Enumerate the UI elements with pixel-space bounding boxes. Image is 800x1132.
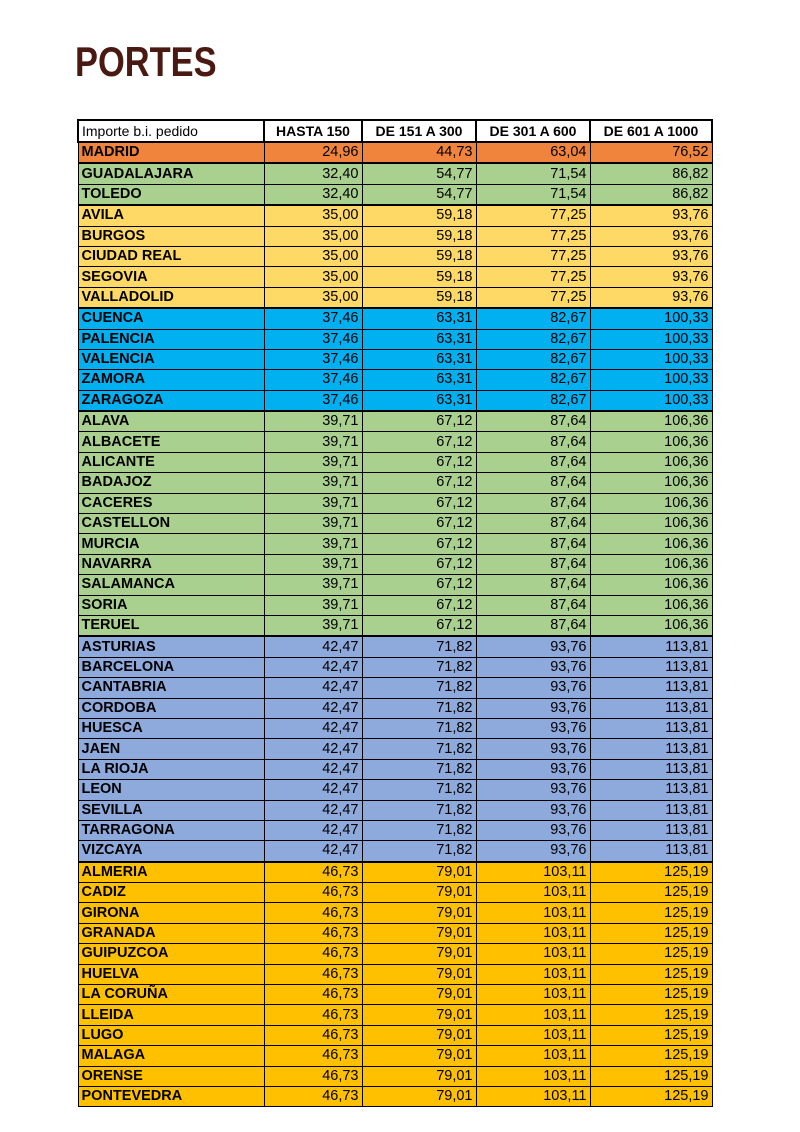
price-151-300: 63,31 xyxy=(362,308,476,329)
price-301-600: 93,76 xyxy=(476,820,590,840)
price-301-600: 87,64 xyxy=(476,514,590,534)
price-hasta-150: 39,71 xyxy=(264,432,362,452)
price-301-600: 71,54 xyxy=(476,163,590,184)
price-151-300: 67,12 xyxy=(362,575,476,595)
price-301-600: 82,67 xyxy=(476,370,590,390)
price-301-600: 103,11 xyxy=(476,944,590,964)
table-row xyxy=(78,800,712,820)
price-601-1000: 113,81 xyxy=(590,800,712,820)
price-301-600: 93,76 xyxy=(476,739,590,759)
price-301-600: 87,64 xyxy=(476,595,590,615)
price-601-1000: 93,76 xyxy=(590,287,712,308)
price-151-300: 79,01 xyxy=(362,903,476,923)
price-301-600: 82,67 xyxy=(476,308,590,329)
table-row xyxy=(78,267,712,287)
table-row xyxy=(78,780,712,800)
table-body xyxy=(78,142,712,1107)
price-hasta-150: 37,46 xyxy=(264,329,362,349)
price-301-600: 103,11 xyxy=(476,985,590,1005)
price-301-600: 87,64 xyxy=(476,615,590,636)
price-601-1000: 113,81 xyxy=(590,820,712,840)
table-row xyxy=(78,349,712,369)
province-name: MADRID xyxy=(78,142,264,163)
price-601-1000: 100,33 xyxy=(590,329,712,349)
province-name: VALENCIA xyxy=(78,349,264,369)
province-name: CANTABRIA xyxy=(78,678,264,698)
province-name: GIRONA xyxy=(78,903,264,923)
province-name: ORENSE xyxy=(78,1066,264,1086)
price-301-600: 77,25 xyxy=(476,267,590,287)
province-name: VIZCAYA xyxy=(78,841,264,862)
province-name: ALAVA xyxy=(78,411,264,432)
price-hasta-150: 46,73 xyxy=(264,964,362,984)
price-601-1000: 125,19 xyxy=(590,964,712,984)
province-name: GUADALAJARA xyxy=(78,163,264,184)
column-header-601-1000: DE 601 A 1000 xyxy=(590,120,712,142)
table-row xyxy=(78,841,712,862)
table-row xyxy=(78,205,712,226)
price-hasta-150: 35,00 xyxy=(264,287,362,308)
price-301-600: 103,11 xyxy=(476,903,590,923)
price-hasta-150: 46,73 xyxy=(264,1086,362,1106)
price-151-300: 54,77 xyxy=(362,184,476,205)
province-name: SORIA xyxy=(78,595,264,615)
price-151-300: 67,12 xyxy=(362,473,476,493)
price-hasta-150: 39,71 xyxy=(264,554,362,574)
price-301-600: 93,76 xyxy=(476,636,590,657)
price-601-1000: 93,76 xyxy=(590,246,712,266)
province-name: LA CORUÑA xyxy=(78,985,264,1005)
price-151-300: 79,01 xyxy=(362,883,476,903)
table-row xyxy=(78,390,712,411)
price-301-600: 87,64 xyxy=(476,432,590,452)
price-151-300: 79,01 xyxy=(362,985,476,1005)
price-hasta-150: 42,47 xyxy=(264,800,362,820)
table-row xyxy=(78,903,712,923)
price-hasta-150: 35,00 xyxy=(264,226,362,246)
price-hasta-150: 46,73 xyxy=(264,1046,362,1066)
price-151-300: 59,18 xyxy=(362,205,476,226)
price-151-300: 79,01 xyxy=(362,1005,476,1025)
province-name: LUGO xyxy=(78,1025,264,1045)
price-301-600: 82,67 xyxy=(476,329,590,349)
price-151-300: 79,01 xyxy=(362,964,476,984)
price-hasta-150: 46,73 xyxy=(264,903,362,923)
province-name: CACERES xyxy=(78,493,264,513)
table-row xyxy=(78,142,712,163)
province-name: ALMERIA xyxy=(78,862,264,883)
table-header-row xyxy=(78,120,712,142)
price-601-1000: 106,36 xyxy=(590,473,712,493)
price-301-600: 103,11 xyxy=(476,1086,590,1106)
price-151-300: 79,01 xyxy=(362,862,476,883)
province-name: JAEN xyxy=(78,739,264,759)
table-row xyxy=(78,308,712,329)
price-301-600: 77,25 xyxy=(476,205,590,226)
province-name: ZARAGOZA xyxy=(78,390,264,411)
province-name: TERUEL xyxy=(78,615,264,636)
column-header-301-600: DE 301 A 600 xyxy=(476,120,590,142)
price-301-600: 77,25 xyxy=(476,226,590,246)
table-row xyxy=(78,964,712,984)
province-name: ZAMORA xyxy=(78,370,264,390)
price-hasta-150: 39,71 xyxy=(264,575,362,595)
price-601-1000: 125,19 xyxy=(590,923,712,943)
price-601-1000: 93,76 xyxy=(590,226,712,246)
table-row xyxy=(78,923,712,943)
province-name: SEVILLA xyxy=(78,800,264,820)
price-301-600: 93,76 xyxy=(476,678,590,698)
price-601-1000: 113,81 xyxy=(590,698,712,718)
price-601-1000: 113,81 xyxy=(590,657,712,677)
province-name: HUESCA xyxy=(78,718,264,738)
price-301-600: 77,25 xyxy=(476,287,590,308)
price-301-600: 63,04 xyxy=(476,142,590,163)
table-row xyxy=(78,1066,712,1086)
price-301-600: 87,64 xyxy=(476,554,590,574)
price-601-1000: 106,36 xyxy=(590,411,712,432)
column-header-151-300: DE 151 A 300 xyxy=(362,120,476,142)
price-601-1000: 93,76 xyxy=(590,205,712,226)
province-name: BADAJOZ xyxy=(78,473,264,493)
price-hasta-150: 42,47 xyxy=(264,820,362,840)
price-hasta-150: 37,46 xyxy=(264,390,362,411)
price-hasta-150: 42,47 xyxy=(264,739,362,759)
province-name: TOLEDO xyxy=(78,184,264,205)
table-row xyxy=(78,493,712,513)
table-row xyxy=(78,226,712,246)
table-row xyxy=(78,883,712,903)
price-601-1000: 125,19 xyxy=(590,1005,712,1025)
price-hasta-150: 42,47 xyxy=(264,759,362,779)
price-151-300: 71,82 xyxy=(362,841,476,862)
price-hasta-150: 39,71 xyxy=(264,514,362,534)
table-row xyxy=(78,246,712,266)
table-row xyxy=(78,163,712,184)
price-301-600: 103,11 xyxy=(476,1066,590,1086)
price-601-1000: 106,36 xyxy=(590,432,712,452)
table-row xyxy=(78,184,712,205)
price-301-600: 93,76 xyxy=(476,657,590,677)
price-601-1000: 113,81 xyxy=(590,636,712,657)
price-601-1000: 125,19 xyxy=(590,1046,712,1066)
province-name: HUELVA xyxy=(78,964,264,984)
price-601-1000: 106,36 xyxy=(590,615,712,636)
price-hasta-150: 46,73 xyxy=(264,923,362,943)
price-hasta-150: 46,73 xyxy=(264,1005,362,1025)
price-301-600: 87,64 xyxy=(476,575,590,595)
price-601-1000: 113,81 xyxy=(590,759,712,779)
price-hasta-150: 46,73 xyxy=(264,944,362,964)
table-row xyxy=(78,411,712,432)
price-151-300: 79,01 xyxy=(362,1046,476,1066)
table-row xyxy=(78,1086,712,1106)
table-row xyxy=(78,575,712,595)
page-title: PORTES xyxy=(75,38,217,85)
table-row xyxy=(78,534,712,554)
price-301-600: 82,67 xyxy=(476,349,590,369)
price-151-300: 67,12 xyxy=(362,411,476,432)
price-hasta-150: 39,71 xyxy=(264,615,362,636)
price-601-1000: 125,19 xyxy=(590,1025,712,1045)
price-151-300: 59,18 xyxy=(362,246,476,266)
price-hasta-150: 39,71 xyxy=(264,534,362,554)
price-601-1000: 93,76 xyxy=(590,267,712,287)
table-row xyxy=(78,636,712,657)
table-row xyxy=(78,759,712,779)
province-name: AVILA xyxy=(78,205,264,226)
price-hasta-150: 37,46 xyxy=(264,349,362,369)
price-hasta-150: 32,40 xyxy=(264,163,362,184)
price-601-1000: 86,82 xyxy=(590,163,712,184)
price-601-1000: 86,82 xyxy=(590,184,712,205)
price-hasta-150: 39,71 xyxy=(264,411,362,432)
price-hasta-150: 39,71 xyxy=(264,595,362,615)
table-row xyxy=(78,595,712,615)
portes-table xyxy=(77,119,713,1107)
table-row xyxy=(78,370,712,390)
price-hasta-150: 24,96 xyxy=(264,142,362,163)
price-151-300: 67,12 xyxy=(362,595,476,615)
price-151-300: 59,18 xyxy=(362,226,476,246)
price-151-300: 71,82 xyxy=(362,718,476,738)
price-601-1000: 125,19 xyxy=(590,903,712,923)
table-row xyxy=(78,1005,712,1025)
price-601-1000: 100,33 xyxy=(590,370,712,390)
province-name: CUENCA xyxy=(78,308,264,329)
province-name: ALICANTE xyxy=(78,452,264,472)
table-row xyxy=(78,678,712,698)
province-name: PONTEVEDRA xyxy=(78,1086,264,1106)
table-row xyxy=(78,432,712,452)
table-row xyxy=(78,944,712,964)
price-151-300: 63,31 xyxy=(362,390,476,411)
province-name: VALLADOLID xyxy=(78,287,264,308)
price-151-300: 44,73 xyxy=(362,142,476,163)
province-name: TARRAGONA xyxy=(78,820,264,840)
table-row xyxy=(78,615,712,636)
price-601-1000: 76,52 xyxy=(590,142,712,163)
price-hasta-150: 35,00 xyxy=(264,267,362,287)
price-601-1000: 125,19 xyxy=(590,944,712,964)
province-name: CASTELLON xyxy=(78,514,264,534)
province-name: SEGOVIA xyxy=(78,267,264,287)
price-601-1000: 113,81 xyxy=(590,780,712,800)
price-301-600: 87,64 xyxy=(476,493,590,513)
price-151-300: 79,01 xyxy=(362,923,476,943)
province-name: LA RIOJA xyxy=(78,759,264,779)
price-151-300: 63,31 xyxy=(362,329,476,349)
price-601-1000: 106,36 xyxy=(590,554,712,574)
price-601-1000: 100,33 xyxy=(590,349,712,369)
table-row xyxy=(78,739,712,759)
province-name: GUIPUZCOA xyxy=(78,944,264,964)
price-151-300: 71,82 xyxy=(362,678,476,698)
table-row xyxy=(78,473,712,493)
price-301-600: 103,11 xyxy=(476,1005,590,1025)
province-name: MURCIA xyxy=(78,534,264,554)
price-301-600: 93,76 xyxy=(476,718,590,738)
price-601-1000: 106,36 xyxy=(590,575,712,595)
price-151-300: 71,82 xyxy=(362,800,476,820)
price-151-300: 67,12 xyxy=(362,554,476,574)
price-151-300: 79,01 xyxy=(362,1086,476,1106)
price-hasta-150: 42,47 xyxy=(264,718,362,738)
price-601-1000: 106,36 xyxy=(590,514,712,534)
price-hasta-150: 42,47 xyxy=(264,678,362,698)
price-601-1000: 113,81 xyxy=(590,841,712,862)
price-hasta-150: 37,46 xyxy=(264,308,362,329)
province-name: ALBACETE xyxy=(78,432,264,452)
column-header-importe: Importe b.i. pedido xyxy=(78,120,264,142)
table-row xyxy=(78,698,712,718)
province-name: ASTURIAS xyxy=(78,636,264,657)
province-name: LLEIDA xyxy=(78,1005,264,1025)
province-name: LEON xyxy=(78,780,264,800)
price-151-300: 71,82 xyxy=(362,636,476,657)
price-301-600: 82,67 xyxy=(476,390,590,411)
price-151-300: 67,12 xyxy=(362,452,476,472)
price-601-1000: 100,33 xyxy=(590,390,712,411)
table-row xyxy=(78,985,712,1005)
price-301-600: 77,25 xyxy=(476,246,590,266)
price-601-1000: 113,81 xyxy=(590,678,712,698)
price-hasta-150: 32,40 xyxy=(264,184,362,205)
price-151-300: 79,01 xyxy=(362,944,476,964)
price-301-600: 71,54 xyxy=(476,184,590,205)
table-row xyxy=(78,514,712,534)
price-hasta-150: 42,47 xyxy=(264,657,362,677)
price-151-300: 54,77 xyxy=(362,163,476,184)
price-151-300: 67,12 xyxy=(362,615,476,636)
price-601-1000: 125,19 xyxy=(590,985,712,1005)
province-name: MALAGA xyxy=(78,1046,264,1066)
price-hasta-150: 39,71 xyxy=(264,493,362,513)
price-301-600: 93,76 xyxy=(476,698,590,718)
province-name: GRANADA xyxy=(78,923,264,943)
province-name: NAVARRA xyxy=(78,554,264,574)
price-151-300: 79,01 xyxy=(362,1025,476,1045)
price-301-600: 87,64 xyxy=(476,534,590,554)
price-151-300: 67,12 xyxy=(362,514,476,534)
price-601-1000: 100,33 xyxy=(590,308,712,329)
price-151-300: 59,18 xyxy=(362,267,476,287)
price-151-300: 59,18 xyxy=(362,287,476,308)
table-row xyxy=(78,452,712,472)
price-301-600: 87,64 xyxy=(476,473,590,493)
price-151-300: 71,82 xyxy=(362,739,476,759)
price-301-600: 103,11 xyxy=(476,1046,590,1066)
table-row xyxy=(78,554,712,574)
price-301-600: 93,76 xyxy=(476,759,590,779)
price-151-300: 71,82 xyxy=(362,759,476,779)
price-hasta-150: 42,47 xyxy=(264,780,362,800)
price-hasta-150: 39,71 xyxy=(264,473,362,493)
column-header-hasta-150: HASTA 150 xyxy=(264,120,362,142)
province-name: PALENCIA xyxy=(78,329,264,349)
price-601-1000: 125,19 xyxy=(590,862,712,883)
table-row xyxy=(78,820,712,840)
price-hasta-150: 46,73 xyxy=(264,862,362,883)
table-row xyxy=(78,287,712,308)
table-row xyxy=(78,657,712,677)
price-hasta-150: 35,00 xyxy=(264,205,362,226)
table-row xyxy=(78,329,712,349)
price-hasta-150: 46,73 xyxy=(264,1066,362,1086)
price-301-600: 93,76 xyxy=(476,800,590,820)
price-601-1000: 106,36 xyxy=(590,595,712,615)
price-151-300: 71,82 xyxy=(362,698,476,718)
province-name: SALAMANCA xyxy=(78,575,264,595)
price-601-1000: 125,19 xyxy=(590,1066,712,1086)
price-hasta-150: 37,46 xyxy=(264,370,362,390)
price-151-300: 71,82 xyxy=(362,780,476,800)
price-601-1000: 106,36 xyxy=(590,493,712,513)
price-151-300: 67,12 xyxy=(362,493,476,513)
table-row xyxy=(78,718,712,738)
price-301-600: 103,11 xyxy=(476,862,590,883)
price-601-1000: 125,19 xyxy=(590,883,712,903)
price-601-1000: 106,36 xyxy=(590,534,712,554)
price-301-600: 103,11 xyxy=(476,883,590,903)
table-row xyxy=(78,862,712,883)
price-301-600: 93,76 xyxy=(476,780,590,800)
price-151-300: 63,31 xyxy=(362,370,476,390)
price-301-600: 87,64 xyxy=(476,411,590,432)
province-name: CIUDAD REAL xyxy=(78,246,264,266)
price-301-600: 103,11 xyxy=(476,964,590,984)
price-151-300: 79,01 xyxy=(362,1066,476,1086)
price-601-1000: 106,36 xyxy=(590,452,712,472)
price-301-600: 87,64 xyxy=(476,452,590,472)
price-301-600: 103,11 xyxy=(476,923,590,943)
price-hasta-150: 42,47 xyxy=(264,698,362,718)
price-hasta-150: 46,73 xyxy=(264,883,362,903)
price-601-1000: 113,81 xyxy=(590,718,712,738)
price-hasta-150: 39,71 xyxy=(264,452,362,472)
price-hasta-150: 35,00 xyxy=(264,246,362,266)
price-hasta-150: 42,47 xyxy=(264,841,362,862)
province-name: CORDOBA xyxy=(78,698,264,718)
price-151-300: 71,82 xyxy=(362,820,476,840)
price-601-1000: 113,81 xyxy=(590,739,712,759)
price-601-1000: 125,19 xyxy=(590,1086,712,1106)
price-hasta-150: 42,47 xyxy=(264,636,362,657)
price-hasta-150: 46,73 xyxy=(264,985,362,1005)
price-151-300: 63,31 xyxy=(362,349,476,369)
province-name: BURGOS xyxy=(78,226,264,246)
province-name: CADIZ xyxy=(78,883,264,903)
table-row xyxy=(78,1046,712,1066)
price-hasta-150: 46,73 xyxy=(264,1025,362,1045)
price-301-600: 103,11 xyxy=(476,1025,590,1045)
price-151-300: 71,82 xyxy=(362,657,476,677)
price-301-600: 93,76 xyxy=(476,841,590,862)
price-151-300: 67,12 xyxy=(362,534,476,554)
province-name: BARCELONA xyxy=(78,657,264,677)
table-row xyxy=(78,1025,712,1045)
price-151-300: 67,12 xyxy=(362,432,476,452)
